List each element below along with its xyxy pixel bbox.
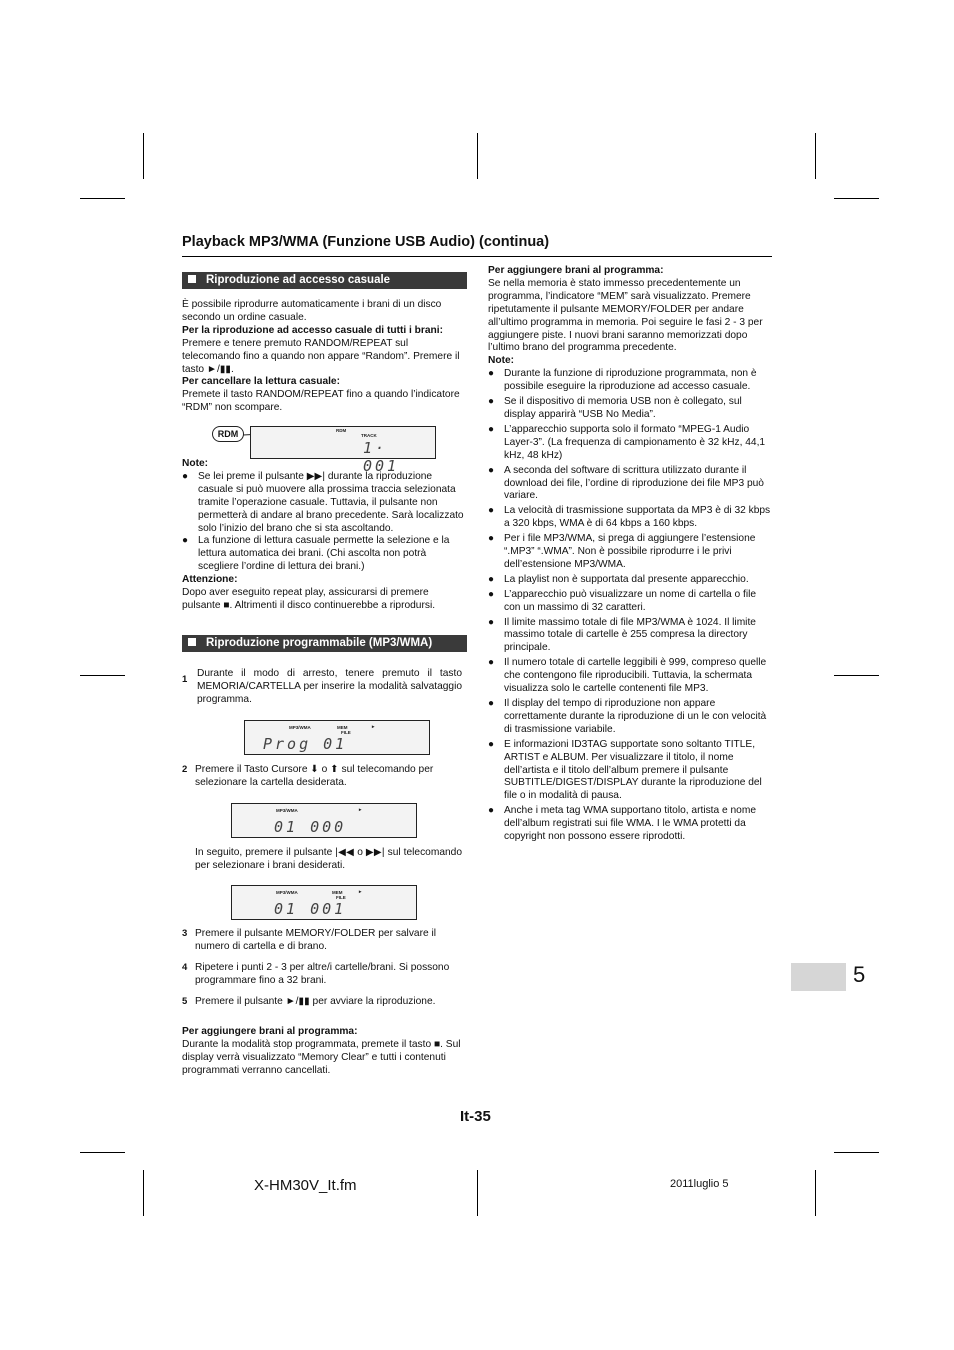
paragraph: È possibile riprodurre automaticamente i brani di un disco secondo un ordine casuale. — [182, 299, 442, 323]
square-icon — [188, 638, 196, 646]
lcd-digits: 1· 001 — [363, 439, 400, 475]
note-item: ● La playlist non è supportata dal presente apparecchio. — [488, 573, 749, 585]
crop-mark — [815, 1170, 816, 1216]
program-step-2b: In seguito, premere il pulsante |◀◀ o ▶▶| sul telecomando per selezionare i brani desiderati. — [195, 847, 462, 871]
program-steps-3-5: 3 Premere il pulsante MEMORY/FOLDER per salvare il numero di cartella e di brano. 4 Ripetere i punti 2 - 3 per altre/i cartelle/brani. Si possono programmare fino a 32 brani. 5 Premere il pulsante ►/▮▮ per avviare la riproduzione. — [182, 928, 450, 1007]
lcd-indicator: RDM — [336, 428, 347, 433]
crop-mark — [477, 133, 478, 179]
paragraph: Durante la modalità stop programmata, premete il tasto ■. Sul display verrà visualizzato “Memory Clear” e tutti i contenuti programmati verranno cancellati. — [182, 1038, 461, 1076]
lcd-indicator: MEM — [332, 890, 343, 895]
crop-mark — [834, 1152, 879, 1153]
note-item: ● Il display del tempo di riproduzione non appare correttamente durante la riproduzione di un le con velocità di trasmissione variabile. — [488, 698, 767, 735]
crop-mark — [143, 133, 144, 179]
paragraph: Se nella memoria è stato immesso precedentemente un programma, l’indicatore “MEM” sarà visualizzato. Premere ripetutamente il pulsante MEMORY/FOLDER per andare all’ultimo programma in memoria. Poi seguire le fasi 2 - 3 per aggiungere piste. I nuovi brani saranno memorizzati dopo l’ultimo brano del programma precedente. — [488, 277, 763, 354]
page-title: Playback MP3/WMA (Funzione USB Audio) (continua) — [182, 234, 550, 250]
paragraph: Premere e tenere premuto RANDOM/REPEAT sul telecomando fino a quando non appare “Random”. Premere il tasto ►/▮▮. — [182, 337, 460, 375]
crop-mark — [477, 1170, 478, 1216]
notes-heading: Note: — [488, 355, 515, 367]
lcd-indicator: FILE — [341, 730, 351, 735]
add-tracks-left — [182, 1026, 467, 1078]
note-item: ● L’apparecchio supporta solo il formato “MPEG-1 Audio Layer-3”. (La frequenza di campionamento è 32 kHz, 44,1 kHz, 48 kHz) — [488, 423, 766, 461]
lcd-display-random — [250, 426, 436, 475]
lcd-display-track: MP3/WMA MEM FILE ► 01 001 — [231, 885, 417, 920]
crop-mark — [834, 198, 879, 199]
subheading: Per cancellare la lettura casuale: — [182, 376, 340, 388]
page-tab-marker — [791, 963, 846, 991]
crop-mark — [815, 133, 816, 179]
lcd-indicator: MP3/WMA — [276, 890, 298, 895]
lcd-digits: 01 001 — [274, 900, 347, 918]
note-item: ● Durante la funzione di riproduzione programmata, non è possibile eseguire la riproduzione ad accesso casuale. — [488, 368, 757, 393]
crop-mark — [143, 1170, 144, 1216]
square-icon — [188, 275, 196, 283]
lcd-indicator: MP3/WMA — [289, 725, 311, 730]
crop-mark — [80, 1152, 125, 1153]
footer-date: 2011luglio 5 — [670, 1178, 729, 1190]
lcd-indicator: MEM — [337, 725, 348, 730]
note-item: ● Per i file MP3/WMA, si prega di aggiungere l’estensione “.MP3” “.WMA”. Non è possibile riprodurre i le privi dell’estensione MP3/WMA. — [488, 533, 756, 570]
lcd-digits: 01 000 — [274, 818, 347, 836]
crop-mark — [80, 675, 125, 676]
rdm-badge: RDM — [212, 426, 244, 442]
note-item: ● E informazioni ID3TAG supportate sono soltanto TITLE, ARTIST e ALBUM. Per visualizzare il titolo, il nome dell’artista e il titolo dell’album premere il pulsante SUBTITLE/DIGEST/DISPLAY durante la riproduzione del file o in modalità di pausa. — [488, 738, 762, 802]
lcd-indicator: FILE — [336, 895, 346, 900]
section-title: Riproduzione ad accesso casuale — [206, 274, 391, 286]
attention-heading: Attenzione: — [182, 574, 238, 586]
program-step-2: 2 Premere il Tasto Cursore ⬇ o ⬆ sul telecomando per selezionare la cartella desiderata. — [182, 764, 434, 788]
subheading: Per aggiungere brani al programma: — [488, 265, 664, 276]
section-title: Riproduzione programmabile (MP3/WMA) — [206, 637, 433, 649]
note-item: ● Se il dispositivo di memoria USB non è collegato, sul display apparirà “USB No Media”. — [488, 396, 742, 420]
random-text-block — [182, 299, 467, 415]
attention-text: Dopo aver eseguito repeat play, assicurarsi di premere pulsante ■. Altrimenti il disco continuerebbe a riprodursi. — [182, 587, 436, 611]
program-step-1: 1 Durante il modo di arresto, tenere premuto il tasto MEMORIA/CARTELLA per inserire la modalità salvataggio programma. — [182, 668, 462, 705]
crop-mark — [834, 675, 879, 676]
subheading: Per la riproduzione ad accesso casuale di tutti i brani: — [182, 324, 443, 336]
subheading: Per aggiungere brani al programma: — [182, 1026, 358, 1037]
note-item: ● A seconda del software di scrittura utilizzato durante il download dei file, l’ordine di riproduzione dei file MP3 può variare. — [488, 464, 764, 502]
lcd-digits: Prog 01 — [263, 735, 348, 753]
note-item: ● L’apparecchio può visualizzare un nome di cartella o file con un massimo di 32 caratteri. — [488, 588, 757, 613]
lcd-indicator: TRACK — [361, 433, 377, 438]
lcd-indicator: MP3/WMA — [276, 808, 298, 813]
crop-mark — [80, 198, 125, 199]
right-column — [488, 265, 772, 844]
note-item: ● La velocità di trasmissione supportata da MP3 è di 32 kbps a 320 kbps, WMA è di 64 kbps a 160 kbps. — [488, 505, 771, 530]
note-item: ● La funzione di lettura casuale permette la selezione e la lettura automatica dei brani. (Chi ascolta non potrà scegliere l’ordine di lettura dei brani.) — [182, 535, 450, 573]
footer-filename: X-HM30V_It.fm — [254, 1177, 357, 1194]
chapter-number: 5 — [853, 962, 866, 987]
notes-heading: Note: — [182, 458, 209, 469]
title-rule — [182, 256, 772, 257]
note-item: ● Se lei preme il pulsante ▶▶| durante la riproduzione casuale si può muovere alla prossima traccia selezionata tramite l’operazione casuale. Tuttavia, il pulsante non permetterà di andare al brano precedente. Sarà localizzato solo l’inizio del brano che si sta ascoltando. — [182, 470, 464, 534]
note-item: ● Il limite massimo totale di file MP3/WMA è 1024. Il limite massimo totale di cartelle è 255 compresa la directory principale. — [488, 616, 756, 654]
page-number: It-35 — [460, 1108, 491, 1125]
lcd-display-prog: MP3/WMA MEM FILE ► Prog 01 — [244, 720, 430, 755]
lcd-display-folder: MP3/WMA ► 01 000 — [231, 803, 417, 838]
paragraph: Premete il tasto RANDOM/REPEAT fino a quando l’indicatore “RDM” non scompare. — [182, 389, 460, 414]
section-header-random — [182, 272, 467, 289]
section-header-program — [182, 635, 467, 652]
note-item: ● Il numero totale di cartelle leggibili è 999, compreso quelle che contengono file riproducibili. Tuttavia, la schermata visualizza solo le cartelle contenenti file MP3. — [488, 657, 767, 695]
note-item: ● Anche i meta tag WMA supportano titolo, artista e nome dell’album registrati sui file WMA. I le WMA protetti da copyright non possono essere riprodotti. — [488, 805, 756, 843]
random-notes — [182, 458, 467, 613]
